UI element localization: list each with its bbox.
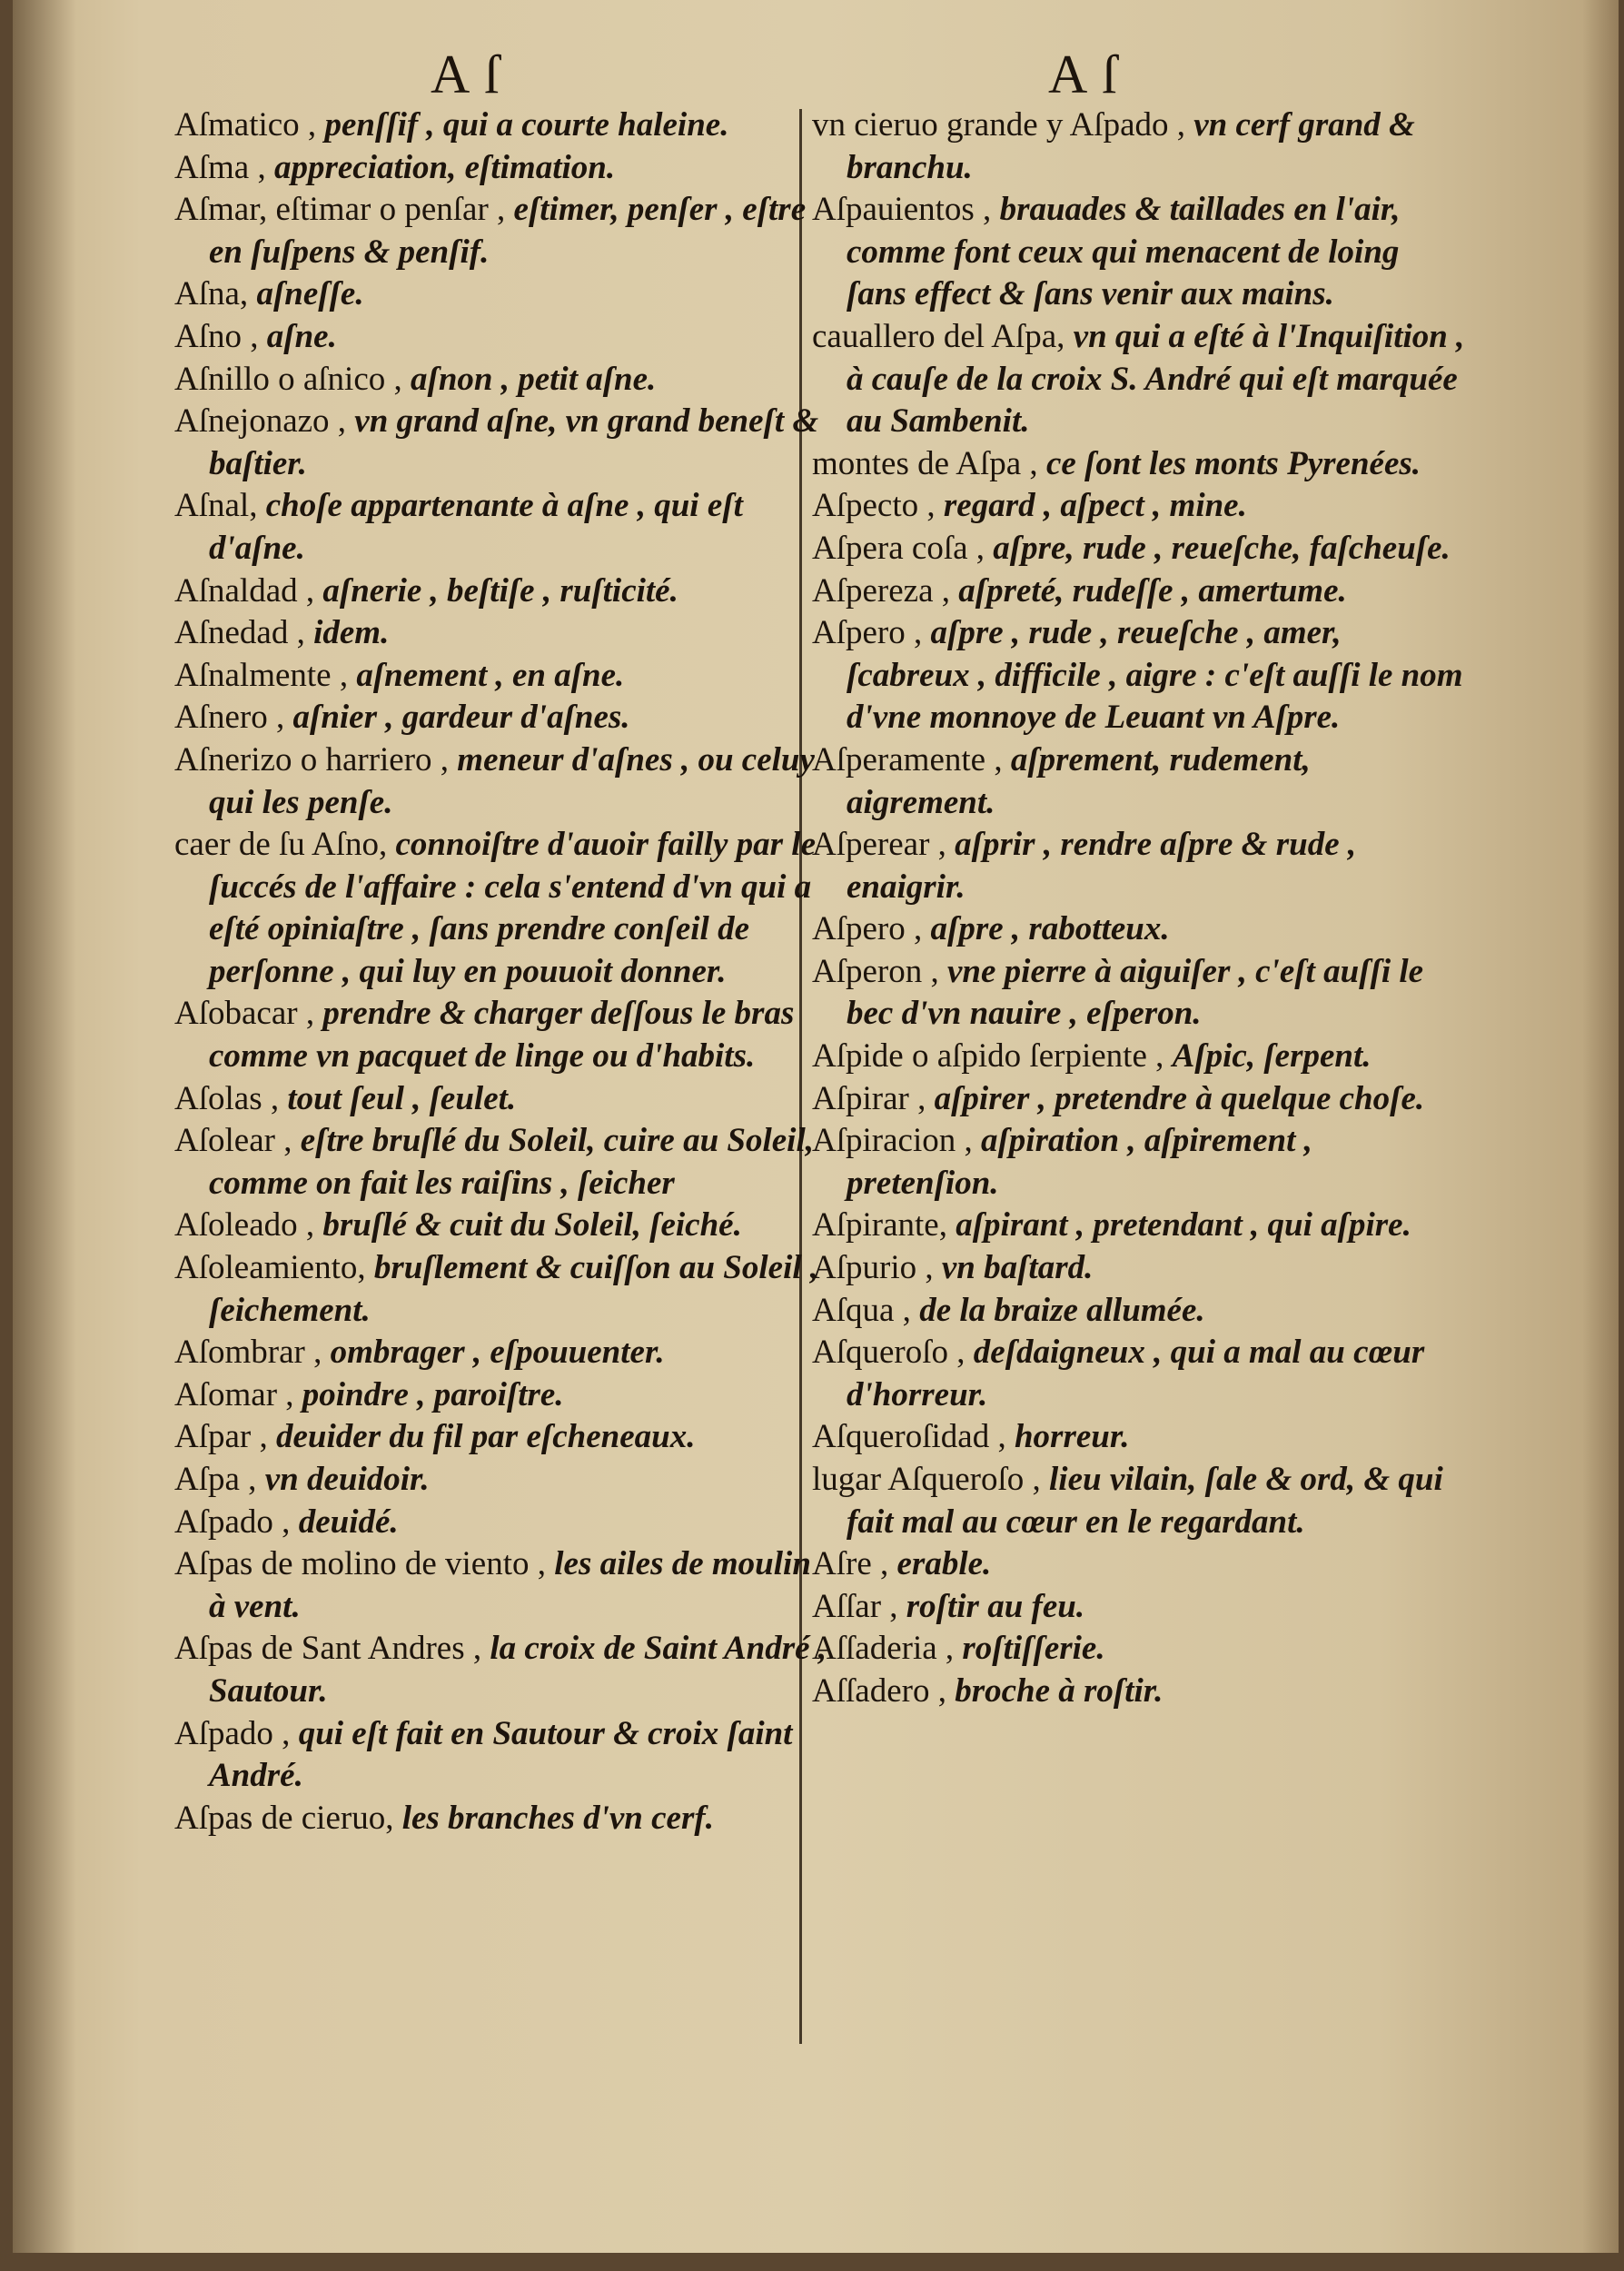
entry-definition: ombrager , eſpouuenter.	[330, 1334, 665, 1372]
entry-definition: Aſpic, ſerpent.	[1172, 1037, 1371, 1076]
running-head-right: A ſ	[1048, 45, 1119, 104]
entry-headword: caer de ſu Aſno,	[174, 826, 396, 864]
entry-definition: bruſlement & cuiſſon au Soleil , ſeichement.	[209, 1249, 819, 1329]
entry-headword: Aſnal,	[174, 487, 266, 525]
dictionary-entry	[174, 1416, 828, 1459]
entry-definition: brauades & taillades en l'air, comme font ceux qui menacent de loing ſans effect & ſans venir aux mains.	[847, 191, 1401, 313]
dictionary-entry	[812, 316, 1466, 443]
entry-headword: Aſna,	[174, 275, 257, 313]
entry-definition: vn grand aſne, vn grand beneſt & baſtier.	[209, 402, 819, 482]
entry-definition: vne pierre à aiguiſer , c'eſt auſſi le bec d'vn nauire , eſperon.	[847, 952, 1424, 1033]
entry-headword: Aſpar ,	[174, 1418, 276, 1456]
dictionary-entry	[812, 908, 1466, 951]
entry-definition: eſtre bruſlé du Soleil, cuire au Soleil, comme on fait les raiſins , ſeicher	[209, 1122, 814, 1202]
entry-definition: aſnier , gardeur d'aſnes.	[292, 699, 630, 737]
entry-definition: vn deuidoir.	[264, 1461, 430, 1498]
dictionary-entry	[812, 824, 1466, 908]
entry-definition: aſpre , rabotteux.	[930, 910, 1170, 948]
dictionary-entry	[812, 570, 1466, 613]
dictionary-entry	[174, 739, 828, 824]
dictionary-entry	[174, 570, 828, 613]
entry-headword: Aſpero ,	[812, 614, 931, 652]
entry-headword: Aſobacar ,	[174, 995, 323, 1033]
entry-headword: lugar Aſqueroſo ,	[812, 1461, 1050, 1498]
entry-definition: vn cerf grand & branchu.	[847, 106, 1415, 186]
entry-definition: poindre , paroiſtre.	[302, 1375, 564, 1413]
dictionary-entry	[812, 1078, 1466, 1121]
dictionary-entry	[174, 359, 828, 402]
entry-definition: tout ſeul , ſeulet.	[287, 1079, 517, 1117]
entry-definition: eſtimer, penſer , eſtre en ſuſpens & penſif.	[209, 191, 807, 271]
entry-headword: Aſnaldad ,	[174, 571, 323, 610]
dictionary-entry	[812, 485, 1466, 528]
entry-headword: Aſma ,	[174, 148, 274, 186]
dictionary-entry	[174, 1374, 828, 1417]
entry-definition: aſpreté, rudeſſe , amertume.	[958, 571, 1347, 610]
dictionary-entry	[812, 189, 1466, 316]
entry-headword: Aſpurio ,	[812, 1249, 942, 1287]
entry-headword: Aſoleado ,	[174, 1206, 323, 1245]
running-head-left: A ſ	[431, 45, 501, 104]
dictionary-entry	[174, 189, 828, 273]
dictionary-entry	[812, 951, 1466, 1036]
entry-headword: Aſſar ,	[812, 1587, 906, 1625]
dictionary-entry	[174, 1205, 828, 1247]
entry-headword: Aſpide o aſpido ſerpiente ,	[812, 1037, 1173, 1076]
entry-headword: vn cieruo grande y Aſpado ,	[812, 106, 1194, 144]
entry-headword: Aſolas ,	[174, 1079, 288, 1117]
entry-headword: Aſpereza ,	[812, 571, 959, 610]
entry-definition: aſnon , petit aſne.	[411, 360, 657, 398]
entry-definition: aſpre , rude , reueſche , amer, ſcabreux , difficile , aigre : c'eſt auſſi le nom d'vne monnoye de Leuant vn Aſpre.	[847, 614, 1463, 737]
entry-definition: la croix de Saint André , Sautour.	[209, 1630, 827, 1710]
entry-headword: Aſomar ,	[174, 1375, 302, 1413]
left-column	[174, 104, 828, 1840]
entry-headword: Aſnerizo o harriero ,	[174, 740, 458, 778]
entry-definition: appreciation, eſtimation.	[273, 148, 616, 186]
entry-headword: Aſpas de cieruo,	[174, 1799, 402, 1837]
entry-definition: aſprir , rendre aſpre & rude , enaigrir.	[847, 826, 1357, 906]
dictionary-entry	[812, 1459, 1466, 1543]
dictionary-entry	[174, 1078, 828, 1121]
dictionary-entry	[174, 1798, 828, 1840]
entry-headword: Aſpado ,	[174, 1502, 299, 1541]
entry-headword: montes de Aſpa ,	[812, 444, 1046, 482]
entry-definition: broche à roſtir.	[955, 1671, 1164, 1710]
entry-definition: aſprement, rudement, aigrement.	[847, 740, 1311, 821]
dictionary-entry	[812, 104, 1466, 189]
entry-headword: Aſſaderia ,	[812, 1630, 963, 1668]
dictionary-entry	[174, 612, 828, 655]
dictionary-entry	[174, 1459, 828, 1502]
entry-headword: Aſnero ,	[174, 699, 293, 737]
entry-definition: prendre & charger deſſous le bras comme vn pacquet de linge ou d'habits.	[209, 995, 795, 1076]
entry-headword: Aſperon ,	[812, 952, 947, 990]
entry-definition: roſtir au feu.	[906, 1587, 1085, 1625]
dictionary-entry	[812, 443, 1466, 486]
entry-definition: les branches d'vn cerf.	[401, 1799, 714, 1837]
entry-headword: Aſpero ,	[812, 910, 931, 948]
entry-headword: Aſolear ,	[174, 1122, 301, 1160]
dictionary-entry	[174, 1628, 828, 1712]
entry-definition: aſpirer , pretendre à quelque choſe.	[934, 1079, 1425, 1117]
dictionary-entry	[174, 1543, 828, 1628]
dictionary-entry	[812, 1671, 1466, 1713]
entry-headword: Aſpas de Sant Andres ,	[174, 1630, 490, 1668]
entry-definition: vn qui a eſté à l'Inquiſition , à cauſe de la croix S. André qui eſt marquée au Sambenit.	[847, 317, 1465, 441]
dictionary-entry	[812, 528, 1466, 570]
book-page	[13, 0, 1619, 2253]
dictionary-entry	[812, 739, 1466, 824]
entry-definition: qui eſt fait en Sautour & croix ſaint André.	[209, 1714, 793, 1795]
dictionary-entry	[174, 1120, 828, 1205]
dictionary-entry	[174, 655, 828, 698]
entry-definition: roſtiſſerie.	[962, 1630, 1105, 1668]
entry-definition: aſne.	[266, 317, 337, 355]
dictionary-entry	[812, 1332, 1466, 1416]
dictionary-entry	[812, 1247, 1466, 1290]
dictionary-entry	[174, 697, 828, 739]
entry-headword: Aſombrar ,	[174, 1334, 331, 1372]
dictionary-entry	[174, 147, 828, 190]
entry-headword: Aſnejonazo ,	[174, 402, 355, 441]
entry-definition: regard , aſpect , mine.	[943, 487, 1247, 525]
entry-definition: de la braize allumée.	[919, 1291, 1205, 1329]
entry-definition: ce ſont les monts Pyrenées.	[1045, 444, 1421, 482]
dictionary-entry	[174, 273, 828, 316]
entry-headword: Aſqua ,	[812, 1291, 920, 1329]
dictionary-entry	[174, 1713, 828, 1798]
entry-headword: Aſpauientos ,	[812, 191, 1000, 229]
entry-definition: bruſlé & cuit du Soleil, ſeiché.	[322, 1206, 742, 1245]
dictionary-entry	[812, 1290, 1466, 1333]
entry-headword: Aſnalmente ,	[174, 656, 357, 694]
entry-definition: aſneſſe.	[256, 275, 364, 313]
dictionary-entry	[174, 401, 828, 485]
entry-headword: Aſpecto ,	[812, 487, 944, 525]
dictionary-entry	[174, 104, 828, 147]
entry-definition: erable.	[896, 1545, 992, 1583]
entry-headword: Aſmar, eſtimar o penſar ,	[174, 191, 514, 229]
entry-headword: Aſqueroſidad ,	[812, 1418, 1015, 1456]
dictionary-entry	[174, 316, 828, 359]
dictionary-entry	[812, 1586, 1466, 1629]
entry-definition: idem.	[313, 614, 390, 652]
dictionary-entry	[174, 485, 828, 570]
entry-definition: aſnement , en aſne.	[356, 656, 625, 694]
entry-definition: deuider du fil par eſcheneaux.	[276, 1418, 696, 1456]
entry-headword: Aſmatico ,	[174, 106, 325, 144]
right-column	[812, 104, 1466, 1713]
entry-headword: cauallero del Aſpa,	[812, 317, 1074, 355]
entry-definition: lieu vilain, ſale & ord, & qui fait mal au cœur en le regardant.	[847, 1461, 1443, 1541]
entry-headword: Aſpa ,	[174, 1461, 265, 1498]
entry-definition: vn baſtard.	[941, 1249, 1094, 1287]
dictionary-entry	[174, 993, 828, 1077]
entry-headword: Aſperear ,	[812, 826, 956, 864]
entry-definition: aſpre, rude , reueſche, faſcheuſe.	[993, 529, 1451, 567]
entry-definition: aſpiration , aſpirement , pretenſion.	[847, 1122, 1312, 1202]
dictionary-entry	[812, 1120, 1466, 1205]
entry-headword: Aſſadero ,	[812, 1671, 956, 1710]
entry-definition: choſe appartenante à aſne , qui eſt d'aſne.	[209, 487, 743, 567]
entry-definition: horreur.	[1014, 1418, 1130, 1456]
entry-definition: penſſif , qui a courte haleine.	[324, 106, 729, 144]
dictionary-entry	[812, 1628, 1466, 1671]
dictionary-entry	[812, 1416, 1466, 1459]
entry-definition: connoiſtre d'auoir failly par le ſuccés de l'affaire : cela s'entend d'vn qui a eſté opiniaſtre , ſans prendre conſeil de perſonne , qui luy en pouuoit donner.	[209, 826, 816, 990]
dictionary-entry	[812, 1205, 1466, 1247]
entry-headword: Aſnedad ,	[174, 614, 314, 652]
entry-definition: aſpirant , pretendant , qui aſpire.	[956, 1206, 1411, 1245]
entry-headword: Aſoleamiento,	[174, 1249, 374, 1287]
entry-headword: Aſpiracion ,	[812, 1122, 981, 1160]
entry-definition: deuidé.	[298, 1502, 399, 1541]
dictionary-entry	[812, 1036, 1466, 1078]
entry-definition: les ailes de moulin à vent.	[209, 1545, 811, 1625]
entry-headword: Aſpirante,	[812, 1206, 956, 1245]
entry-headword: Aſre ,	[812, 1545, 897, 1583]
entry-definition: deſdaigneux , qui a mal au cœur d'horreur.	[847, 1334, 1425, 1413]
dictionary-entry	[174, 824, 828, 993]
entry-headword: Aſqueroſo ,	[812, 1334, 974, 1372]
dictionary-entry	[812, 1543, 1466, 1586]
dictionary-entry	[174, 1502, 828, 1544]
entry-headword: Aſpas de molino de viento ,	[174, 1545, 555, 1583]
entry-headword: Aſpado ,	[174, 1714, 299, 1752]
dictionary-entry	[174, 1332, 828, 1374]
entry-headword: Aſpera coſa ,	[812, 529, 994, 567]
dictionary-entry	[812, 612, 1466, 739]
entry-headword: Aſnillo o aſnico ,	[174, 360, 411, 398]
entry-definition: aſnerie , beſtiſe , ruſticité.	[322, 571, 678, 610]
entry-headword: Aſpirar ,	[812, 1079, 935, 1117]
dictionary-entry	[174, 1247, 828, 1332]
entry-headword: Aſperamente ,	[812, 740, 1011, 778]
entry-headword: Aſno ,	[174, 317, 267, 355]
entry-definition: meneur d'aſnes , ou celuy qui les penſe.	[209, 740, 815, 821]
